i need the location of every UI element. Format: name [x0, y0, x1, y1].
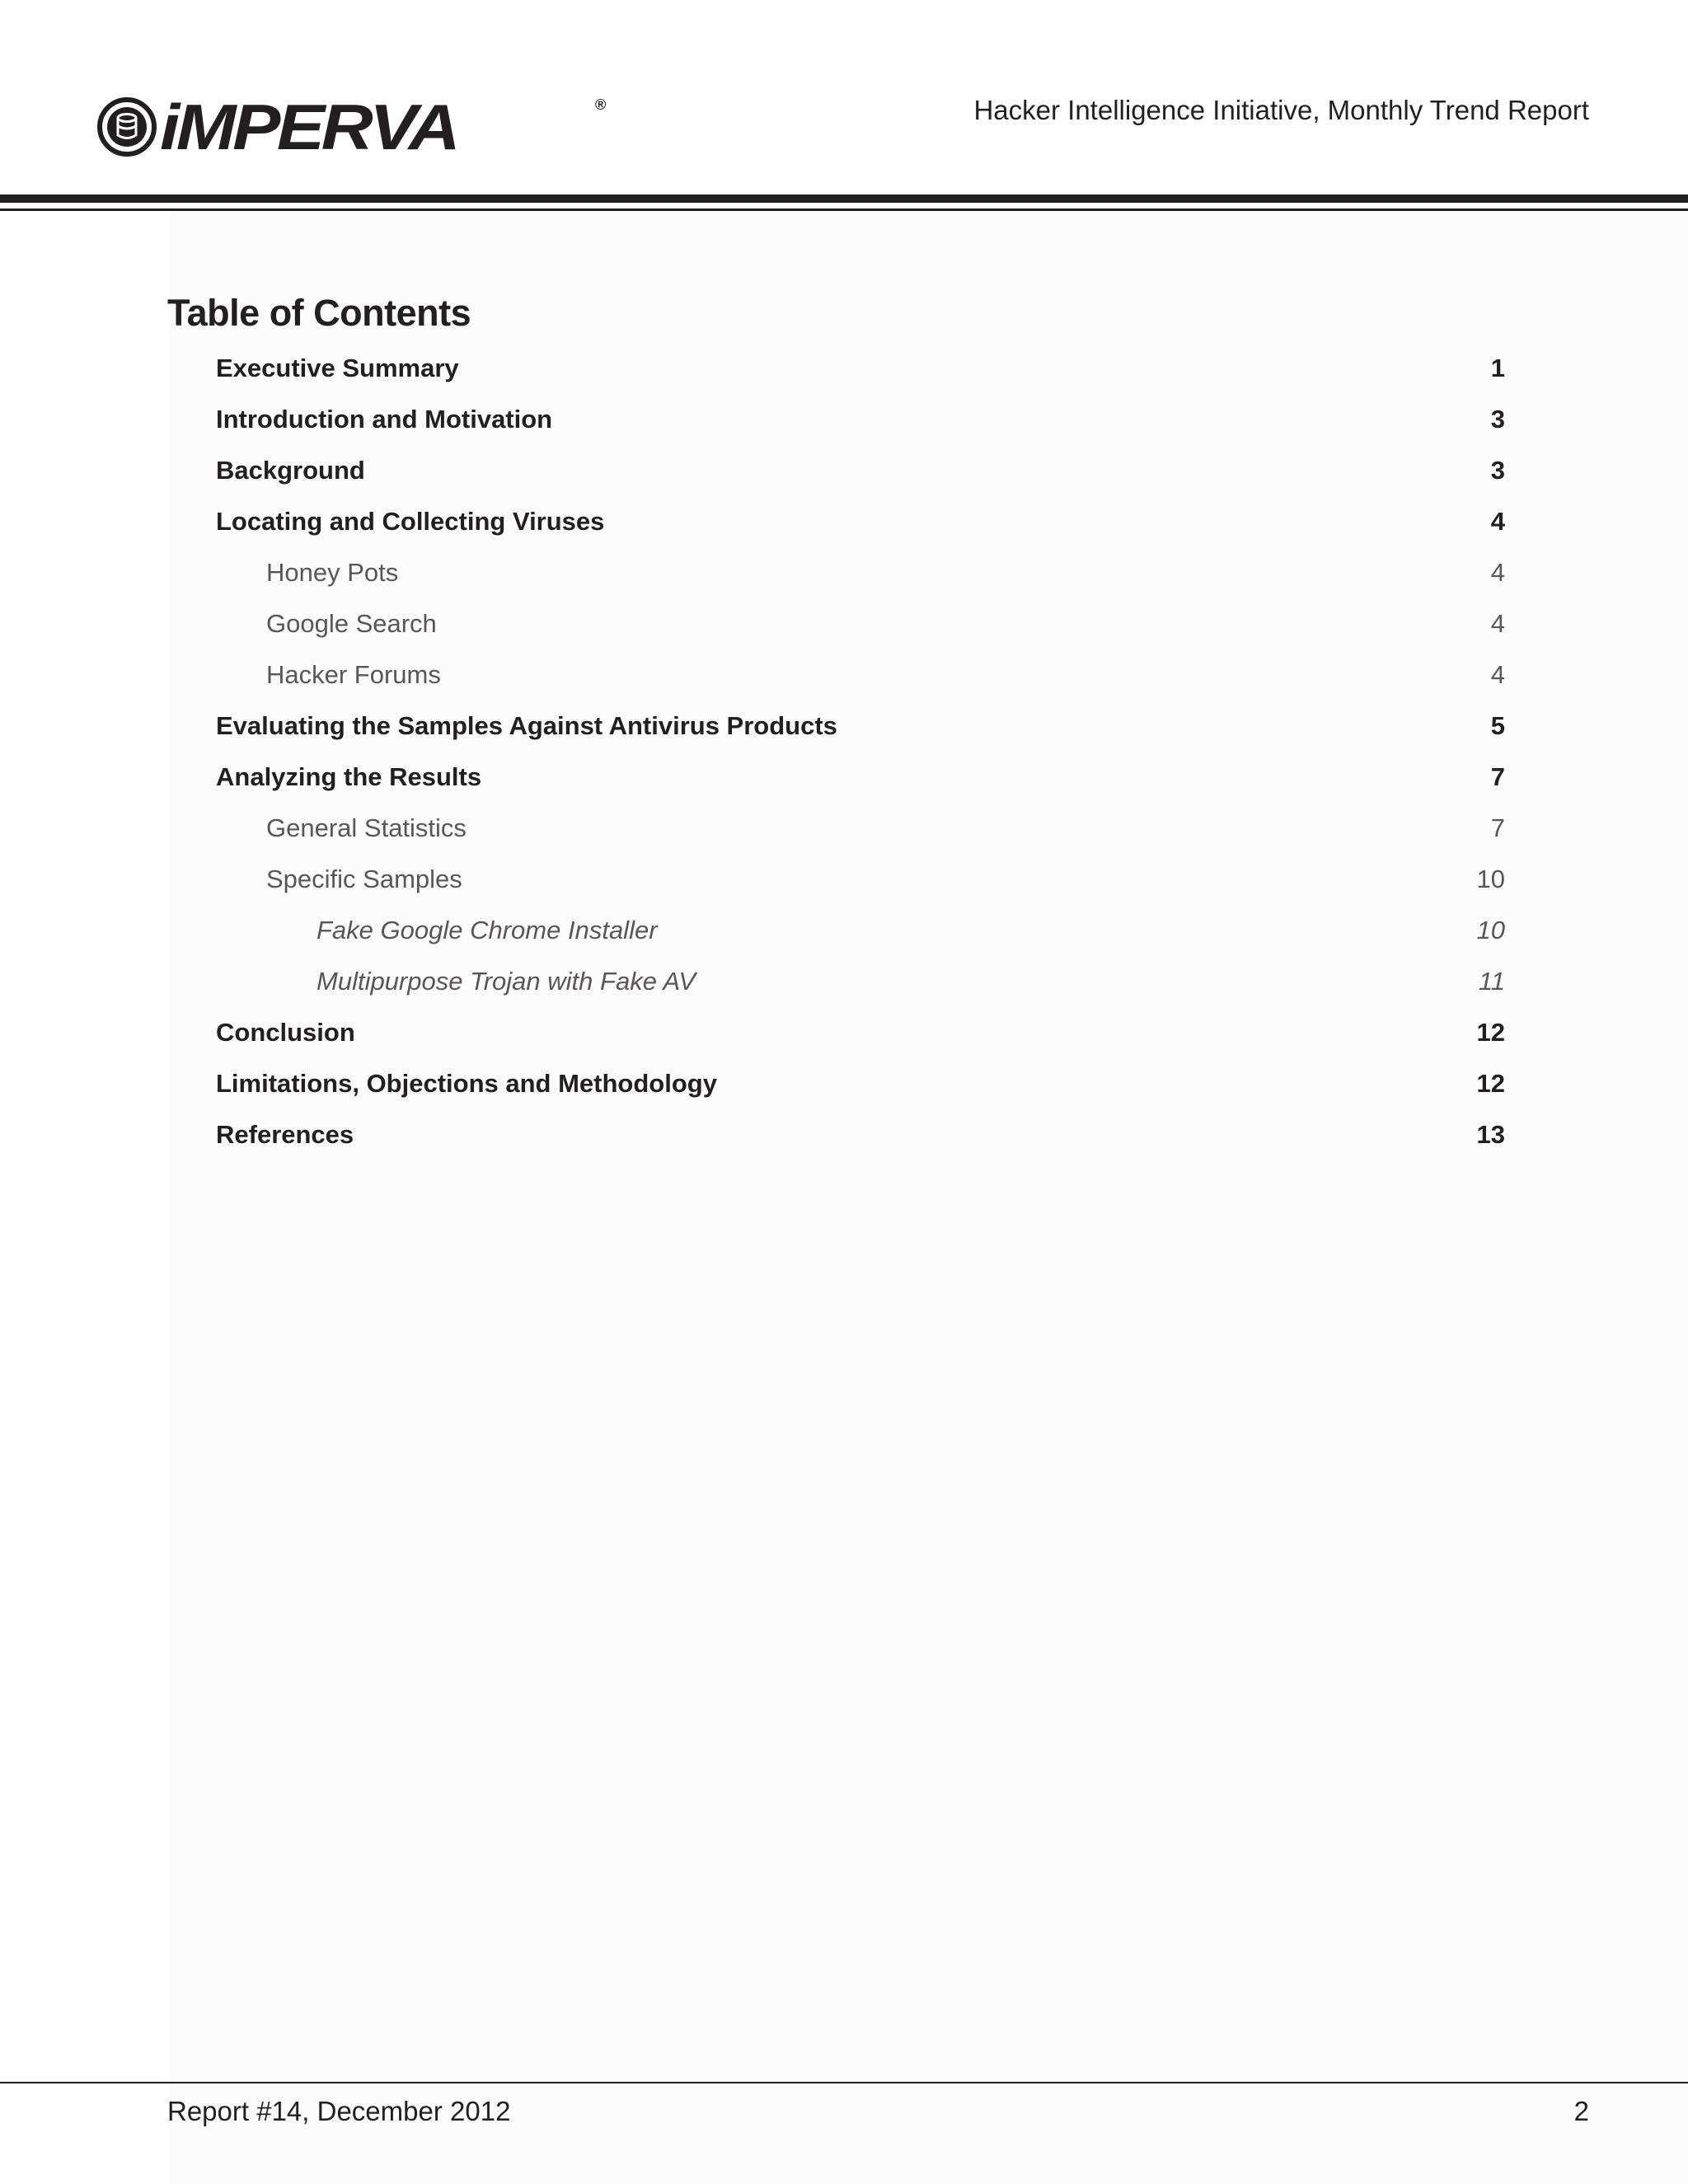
footer-report-info: Report #14, December 2012 — [167, 2096, 511, 2126]
toc-entry[interactable] — [0, 399, 1688, 450]
toc-entry-page: 4 — [1490, 609, 1505, 638]
toc-entry-page: 12 — [1476, 1018, 1505, 1047]
toc-entry-page: 3 — [1490, 405, 1505, 434]
footer-rule — [0, 2082, 1688, 2083]
toc-entry[interactable] — [0, 603, 1688, 654]
page-header — [0, 0, 1688, 214]
toc-entry-label: Fake Google Chrome Installer — [316, 916, 658, 944]
toc-entry-page: 11 — [1478, 967, 1505, 996]
toc-entry-page: 4 — [1490, 660, 1505, 689]
toc-entry-page: 10 — [1476, 916, 1505, 944]
toc-entry-page: 13 — [1476, 1120, 1505, 1149]
toc-entry-label: Hacker Forums — [266, 660, 441, 689]
toc-entry-label: Analyzing the Results — [216, 762, 482, 791]
toc-heading: Table of Contents — [167, 292, 471, 334]
toc-entry-label: Conclusion — [216, 1018, 355, 1047]
footer-page-number: 2 — [1573, 2096, 1589, 2126]
toc-entry-page: 10 — [1476, 865, 1505, 893]
toc-entry-label: General Statistics — [266, 813, 467, 842]
toc-entry-label: Locating and Collecting Viruses — [216, 507, 605, 536]
toc-entry-page: 4 — [1490, 507, 1505, 536]
toc-entry-label: Google Search — [266, 609, 437, 638]
toc-entry[interactable] — [0, 552, 1688, 603]
toc-entry[interactable] — [0, 859, 1688, 910]
toc-entry[interactable] — [0, 1063, 1688, 1114]
toc-entry[interactable] — [0, 348, 1688, 399]
imperva-logo — [97, 91, 607, 163]
header-rule-thick — [0, 194, 1688, 203]
toc-entry-label: Background — [216, 456, 365, 485]
toc-entry-page: 12 — [1476, 1069, 1505, 1098]
logo-wordmark: iMPERVA — [160, 91, 457, 163]
toc-entry-label: Specific Samples — [266, 865, 462, 893]
toc-entry[interactable] — [0, 757, 1688, 808]
toc-entry-page: 1 — [1490, 354, 1505, 382]
toc-entry-label: Honey Pots — [266, 558, 399, 587]
toc-entry-label: Evaluating the Samples Against Antivirus Products — [216, 711, 837, 740]
toc-entry-label: Introduction and Motivation — [216, 405, 553, 434]
registered-mark: ® — [595, 96, 607, 113]
toc-entry[interactable] — [0, 1114, 1688, 1165]
toc-entry-page: 7 — [1490, 813, 1505, 842]
toc-entry[interactable] — [0, 705, 1688, 757]
toc-entry[interactable] — [0, 961, 1688, 1012]
toc-entry[interactable] — [0, 808, 1688, 859]
toc-entry[interactable] — [0, 1012, 1688, 1063]
toc-entry[interactable] — [0, 450, 1688, 501]
toc-entry-label: Limitations, Objections and Methodology — [216, 1069, 717, 1098]
toc-entry-label: References — [216, 1120, 354, 1149]
toc-entry-page: 3 — [1490, 456, 1505, 485]
toc-entry[interactable] — [0, 501, 1688, 552]
table-of-contents — [0, 348, 1688, 1165]
header-rule-thin — [0, 209, 1688, 211]
toc-entry-page: 5 — [1490, 711, 1505, 740]
database-logo-icon — [97, 97, 157, 157]
toc-entry-page: 4 — [1490, 558, 1505, 587]
report-series-title: Hacker Intelligence Initiative, Monthly Trend Report — [973, 95, 1589, 125]
toc-entry-label: Executive Summary — [216, 354, 459, 382]
toc-entry-page: 7 — [1490, 762, 1505, 791]
toc-entry[interactable] — [0, 910, 1688, 961]
toc-entry[interactable] — [0, 654, 1688, 705]
toc-entry-label: Multipurpose Trojan with Fake AV — [316, 967, 696, 996]
